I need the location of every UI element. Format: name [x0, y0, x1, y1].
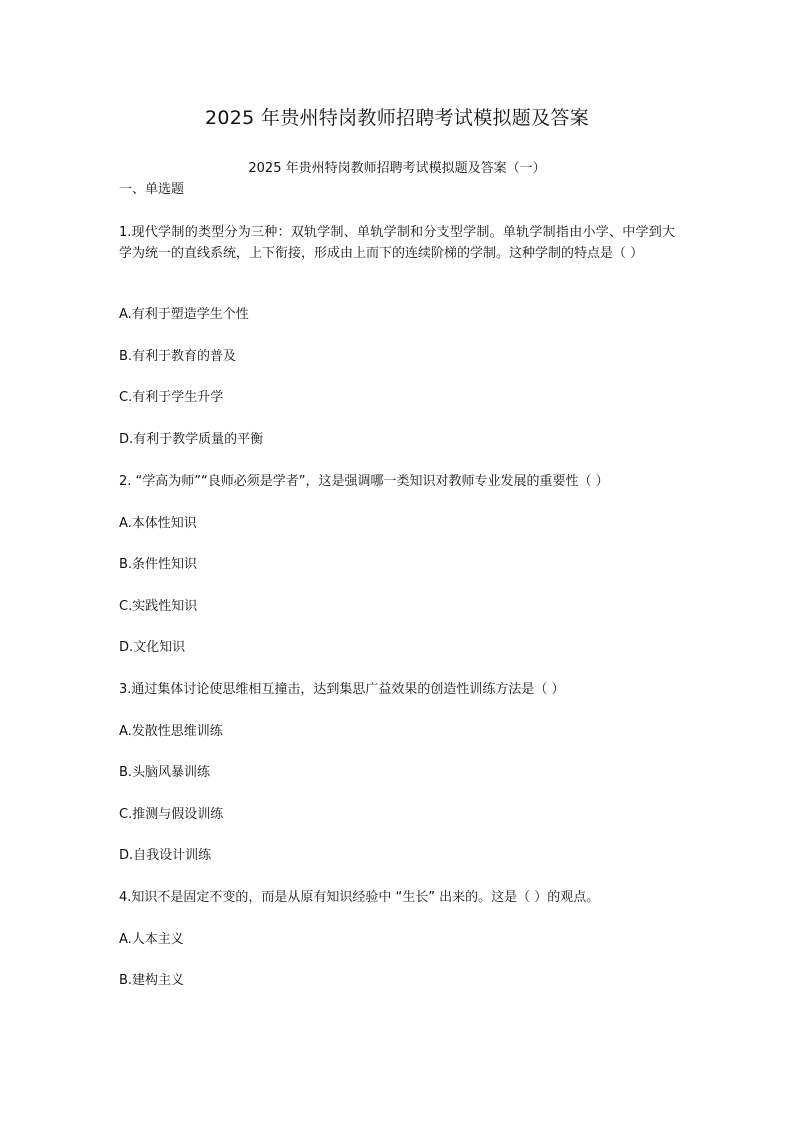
question-4-option-b: B.建构主义 [119, 973, 185, 988]
question-2-text: 2. “学高为师”“良师必须是学者”，这是强调哪一类知识对教师专业发展的重要性（ ） [119, 474, 609, 489]
question-1-option-d: D.有利于教学质量的平衡 [119, 432, 264, 447]
question-3-option-d: D.自我设计训练 [119, 848, 212, 863]
page-subtitle: 2025 年贵州特岗教师招聘考试模拟题及答案（一） [248, 161, 546, 176]
question-3-option-b: B.头脑风暴训练 [119, 765, 211, 780]
question-3-option-c: C.推测与假设训练 [119, 807, 224, 822]
question-3-text: 3.通过集体讨论使思维相互撞击，达到集思广益效果的创造性训练方法是（ ） [119, 682, 565, 697]
question-2-option-c: C.实践性知识 [119, 599, 198, 614]
section-heading: 一、单选题 [119, 182, 185, 197]
question-3-option-a: A.发散性思维训练 [119, 724, 223, 739]
question-2-option-a: A.本体性知识 [119, 516, 197, 531]
question-2-option-d: D.文化知识 [119, 640, 186, 655]
question-4-text: 4.知识不是固定不变的，而是从原有知识经验中 “生长” 出来的。这是（ ）的观点。 [119, 890, 600, 905]
question-4-option-a: A.人本主义 [119, 932, 184, 947]
page-title: 2025 年贵州特岗教师招聘考试模拟题及答案 [205, 107, 589, 129]
question-2-option-b: B.条件性知识 [119, 557, 198, 572]
question-1-text: 1.现代学制的类型分为三种：双轨学制、单轨学制和分支型学制。单轨学制指由小学、中学到大学为统一的直线系统，上下衔接，形成由上而下的连续阶梯的学制。这种学制的特点是（ ） [119, 225, 675, 261]
question-1-option-a: A.有利于塑造学生个性 [119, 307, 249, 322]
question-1-option-c: C.有利于学生升学 [119, 390, 224, 405]
question-1-option-b: B.有利于教育的普及 [119, 349, 237, 364]
